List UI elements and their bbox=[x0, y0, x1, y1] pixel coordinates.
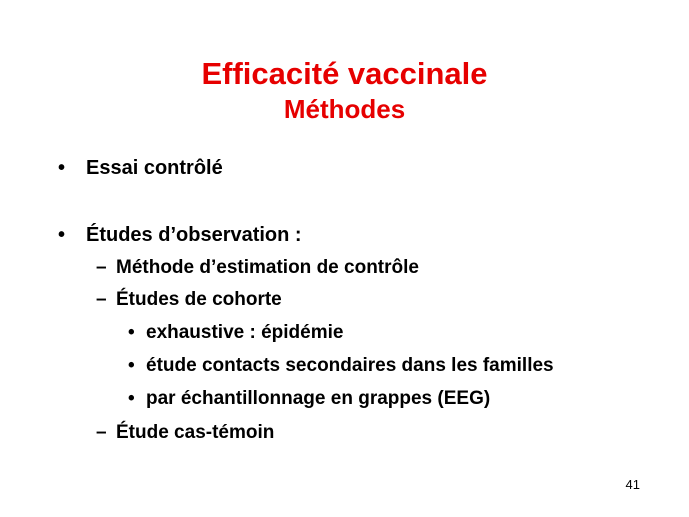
bullet-etudes-observation: Études d’observation : bbox=[86, 224, 302, 246]
dash-marker: – bbox=[96, 422, 107, 443]
dash-marker: – bbox=[96, 289, 107, 310]
bullet-marker: • bbox=[128, 322, 135, 343]
item-etude-cas-temoin: Étude cas-témoin bbox=[116, 422, 275, 443]
subitem-exhaustive: exhaustive : épidémie bbox=[146, 322, 344, 343]
bullet-marker: • bbox=[58, 224, 66, 246]
item-etudes-cohorte: Études de cohorte bbox=[116, 289, 282, 310]
slide-subtitle: Méthodes bbox=[283, 94, 406, 124]
item-methode-estimation: Méthode d’estimation de contrôle bbox=[116, 257, 419, 278]
bullet-marker: • bbox=[128, 355, 135, 376]
bullet-marker: • bbox=[58, 157, 66, 179]
subitem-echantillonnage: par échantillonnage en grappes (EEG) bbox=[146, 388, 491, 409]
bullet-essai-controle: Essai contrôlé bbox=[86, 157, 223, 179]
dash-marker: – bbox=[96, 257, 107, 278]
page-number: 41 bbox=[625, 477, 640, 492]
subitem-contacts-secondaires: étude contacts secondaires dans les familles bbox=[146, 355, 554, 376]
slide-title: Efficacité vaccinale bbox=[201, 56, 488, 91]
bullet-marker: • bbox=[128, 388, 135, 409]
